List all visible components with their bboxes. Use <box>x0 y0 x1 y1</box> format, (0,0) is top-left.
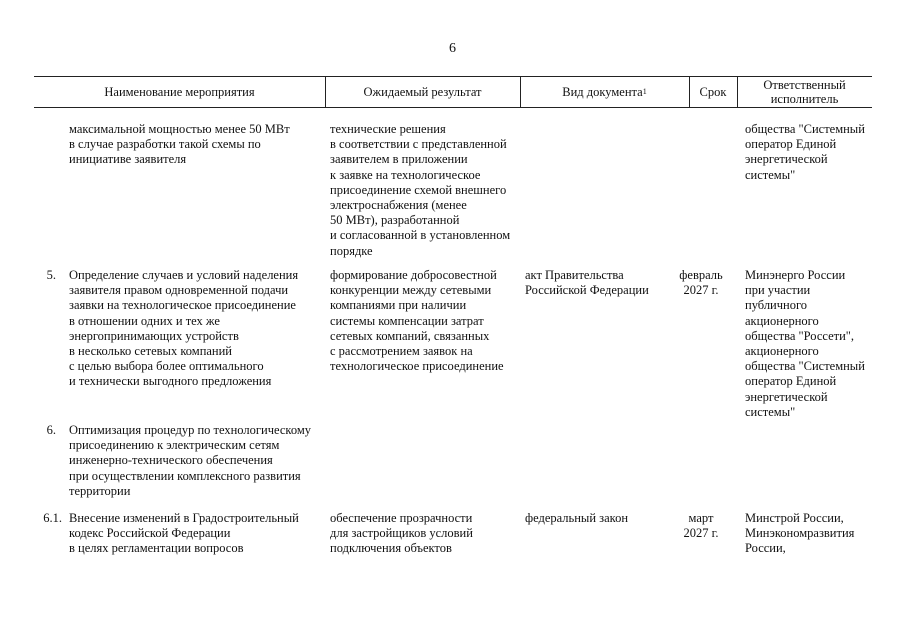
row-1-name: Определение случаев и условий наделения заявителя правом одновременной подачи заявки на технологическое присоединение в отношении одних и тех же энергопринимающих устройств в несколько сетевых компаний с целью выбора более оптимального и технически выгодного предложения <box>69 268 299 389</box>
row-3-number: 6.1. <box>43 511 62 525</box>
row-3-result: обеспечение прозрачности для застройщиков условий подключения объектов <box>330 511 473 556</box>
header-name: Наименование мероприятия <box>104 85 255 99</box>
row-2-name: Оптимизация процедур по технологическому присоединению к электрическим сетям инженерно-технического обеспечения при осуществлении комплексного развития территории <box>69 423 311 498</box>
row-0-responsible: общества "Системный оператор Единой энергетической системы" <box>745 122 865 182</box>
header-deadline: Срок <box>699 85 727 99</box>
row-3-responsible: Минстрой России, Минэкономразвития России, <box>745 511 855 556</box>
row-0-name: максимальной мощностью менее 50 МВт в случае разработки такой схемы по инициативе заявителя <box>69 122 290 167</box>
header-doc-type: Вид документа 1 <box>562 85 647 99</box>
row-1-result: формирование добросовестной конкуренции между сетевыми компаниями при наличии системы компенсации затрат сетевых компаний, связанных с рассмотрением заявок на технологическое присоединение <box>330 268 504 374</box>
table-header <box>34 76 872 108</box>
header-result: Ожидаемый результат <box>363 85 482 99</box>
header-responsible: Ответственный исполнитель <box>763 78 846 106</box>
row-1-deadline: февраль 2027 г. <box>679 268 723 298</box>
row-1-doc-type: акт Правительства Российской Федерации <box>525 268 649 298</box>
row-0-result: технические решения в соответствии с представленной заявителем в приложении к заявке на технологическое присоединение схемой внешнего электроснабжения (менее 50 МВт), разработанной и согласованной в установленном порядке <box>330 122 511 258</box>
row-2-number: 6. <box>46 423 56 437</box>
row-1-responsible: Минэнерго России при участии публичного акционерного общества "Россети", акционерного общества "Системный оператор Единой энергетической системы" <box>745 268 865 419</box>
header-doc-type-label: Вид документа <box>562 85 643 99</box>
row-1-number: 5. <box>46 268 56 282</box>
row-3-deadline: март 2027 г. <box>683 511 719 541</box>
row-3-doc-type: федеральный закон <box>525 511 629 525</box>
row-3-name: Внесение изменений в Градостроительный кодекс Российской Федерации в целях регламентации вопросов <box>69 511 299 556</box>
page-number: 6 <box>449 41 456 56</box>
